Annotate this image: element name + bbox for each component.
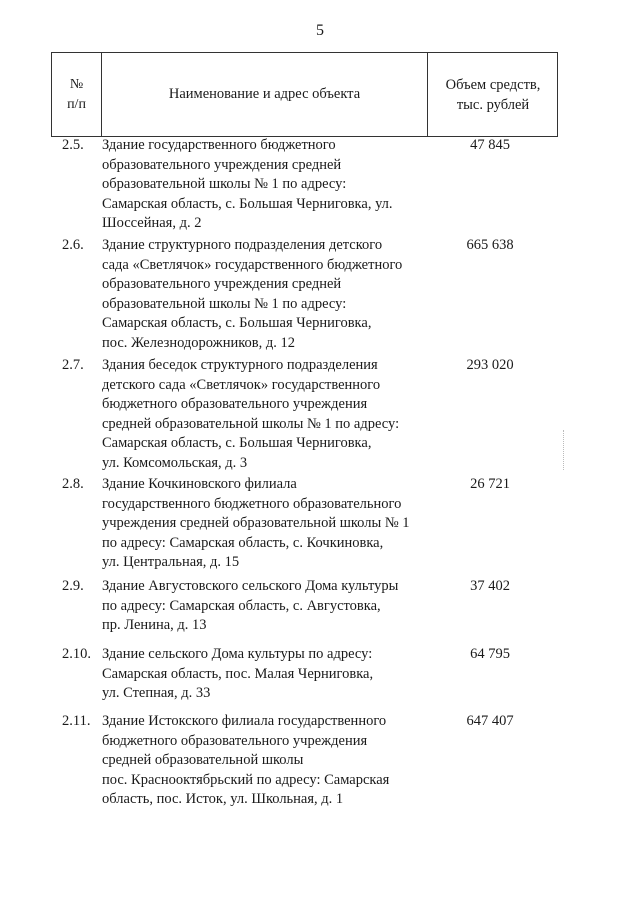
table-header xyxy=(51,52,558,137)
row-text-line: сада «Светлячок» государственного бюджетного xyxy=(102,256,403,273)
row-text-line: учреждения средней образовательной школы № 1 xyxy=(102,515,410,532)
row-text-line: Самарская область, пос. Малая Черниговка, xyxy=(102,665,374,682)
row-number: 2.5. xyxy=(62,137,84,153)
row-volume: 647 407 xyxy=(466,713,514,729)
row-text-line: бюджетного образовательного учреждения xyxy=(102,732,368,749)
row-number: 2.8. xyxy=(62,476,84,492)
row-text-line: Здание государственного бюджетного xyxy=(102,137,336,153)
row-text-line: область, пос. Исток, ул. Школьная, д. 1 xyxy=(102,791,344,808)
row-number: 2.7. xyxy=(62,357,84,373)
row-volume: 293 020 xyxy=(466,357,514,373)
row-text-line: Здание структурного подразделения детского xyxy=(102,237,383,253)
row-volume: 47 845 xyxy=(470,137,510,153)
row-object-name xyxy=(102,136,432,234)
row-text-line: средней образовательной школы xyxy=(102,752,304,769)
row-number: 2.9. xyxy=(62,578,84,594)
header-name-column: Наименование и адрес объекта xyxy=(102,53,428,136)
row-text-line: ул. Комсомольская, д. 3 xyxy=(102,454,248,471)
row-volume: 37 402 xyxy=(470,578,510,594)
row-text-line: пос. Краснооктябрьский по адресу: Самарская xyxy=(102,771,390,788)
header-volume-column xyxy=(428,53,558,136)
row-text-line: образовательного учреждения средней xyxy=(102,156,342,173)
header-volume-line1: Объем средств, xyxy=(445,76,541,93)
row-text-line: Здание сельского Дома культуры по адресу: xyxy=(102,646,373,662)
row-volume: 26 721 xyxy=(470,476,510,492)
row-text-line: Здание Кочкиновского филиала xyxy=(102,476,297,492)
page-number: 5 xyxy=(316,22,324,39)
header-volume-line2: тыс. рублей xyxy=(456,96,530,113)
row-object-name xyxy=(102,475,432,573)
row-text-line: образовательной школы № 1 по адресу: xyxy=(102,176,347,193)
row-text-line: Самарская область, с. Большая Черниговка, xyxy=(102,435,372,452)
row-text-line: по адресу: Самарская область, с. Августовка, xyxy=(102,597,381,614)
row-text-line: детского сада «Светлячок» государственного xyxy=(102,376,381,393)
header-number-symbol: № xyxy=(69,76,84,92)
scan-margin-mark xyxy=(563,430,565,470)
row-text-line: Самарская область, с. Большая Черниговка, ул. xyxy=(102,195,393,212)
row-text-line: Здания беседок структурного подразделения xyxy=(102,357,378,373)
header-number-column xyxy=(52,53,102,136)
row-text-line: бюджетного образовательного учреждения xyxy=(102,396,368,413)
row-text-line: по адресу: Самарская область, с. Кочкиновка, xyxy=(102,534,384,551)
row-volume: 665 638 xyxy=(466,237,514,253)
row-text-line: ул. Степная, д. 33 xyxy=(102,685,211,702)
row-number: 2.11. xyxy=(62,713,91,729)
row-object-name xyxy=(102,712,432,810)
row-text-line: Здание Августовского сельского Дома культуры xyxy=(102,578,399,594)
row-volume: 64 795 xyxy=(470,646,510,662)
row-text-line: образовательного учреждения средней xyxy=(102,276,342,293)
row-text-line: образовательной школы № 1 по адресу: xyxy=(102,295,347,312)
header-number-abbrev: п/п xyxy=(67,96,86,112)
row-text-line: Здание Истокского филиала государственного xyxy=(102,713,387,729)
row-text-line: Самарская область, с. Большая Черниговка, xyxy=(102,315,372,332)
row-number: 2.10. xyxy=(62,646,91,662)
row-object-name xyxy=(102,236,432,354)
row-object-name xyxy=(102,577,432,636)
row-number: 2.6. xyxy=(62,237,84,253)
row-text-line: пос. Железнодорожников, д. 12 xyxy=(102,334,296,351)
row-text-line: государственного бюджетного образовательного xyxy=(102,495,402,512)
row-object-name xyxy=(102,356,432,474)
row-text-line: пр. Ленина, д. 13 xyxy=(102,617,207,634)
row-text-line: средней образовательной школы № 1 по адресу: xyxy=(102,415,400,432)
row-text-line: Шоссейная, д. 2 xyxy=(102,215,202,232)
objects-table xyxy=(51,52,558,137)
row-text-line: ул. Центральная, д. 15 xyxy=(102,554,240,571)
row-object-name xyxy=(102,645,432,704)
